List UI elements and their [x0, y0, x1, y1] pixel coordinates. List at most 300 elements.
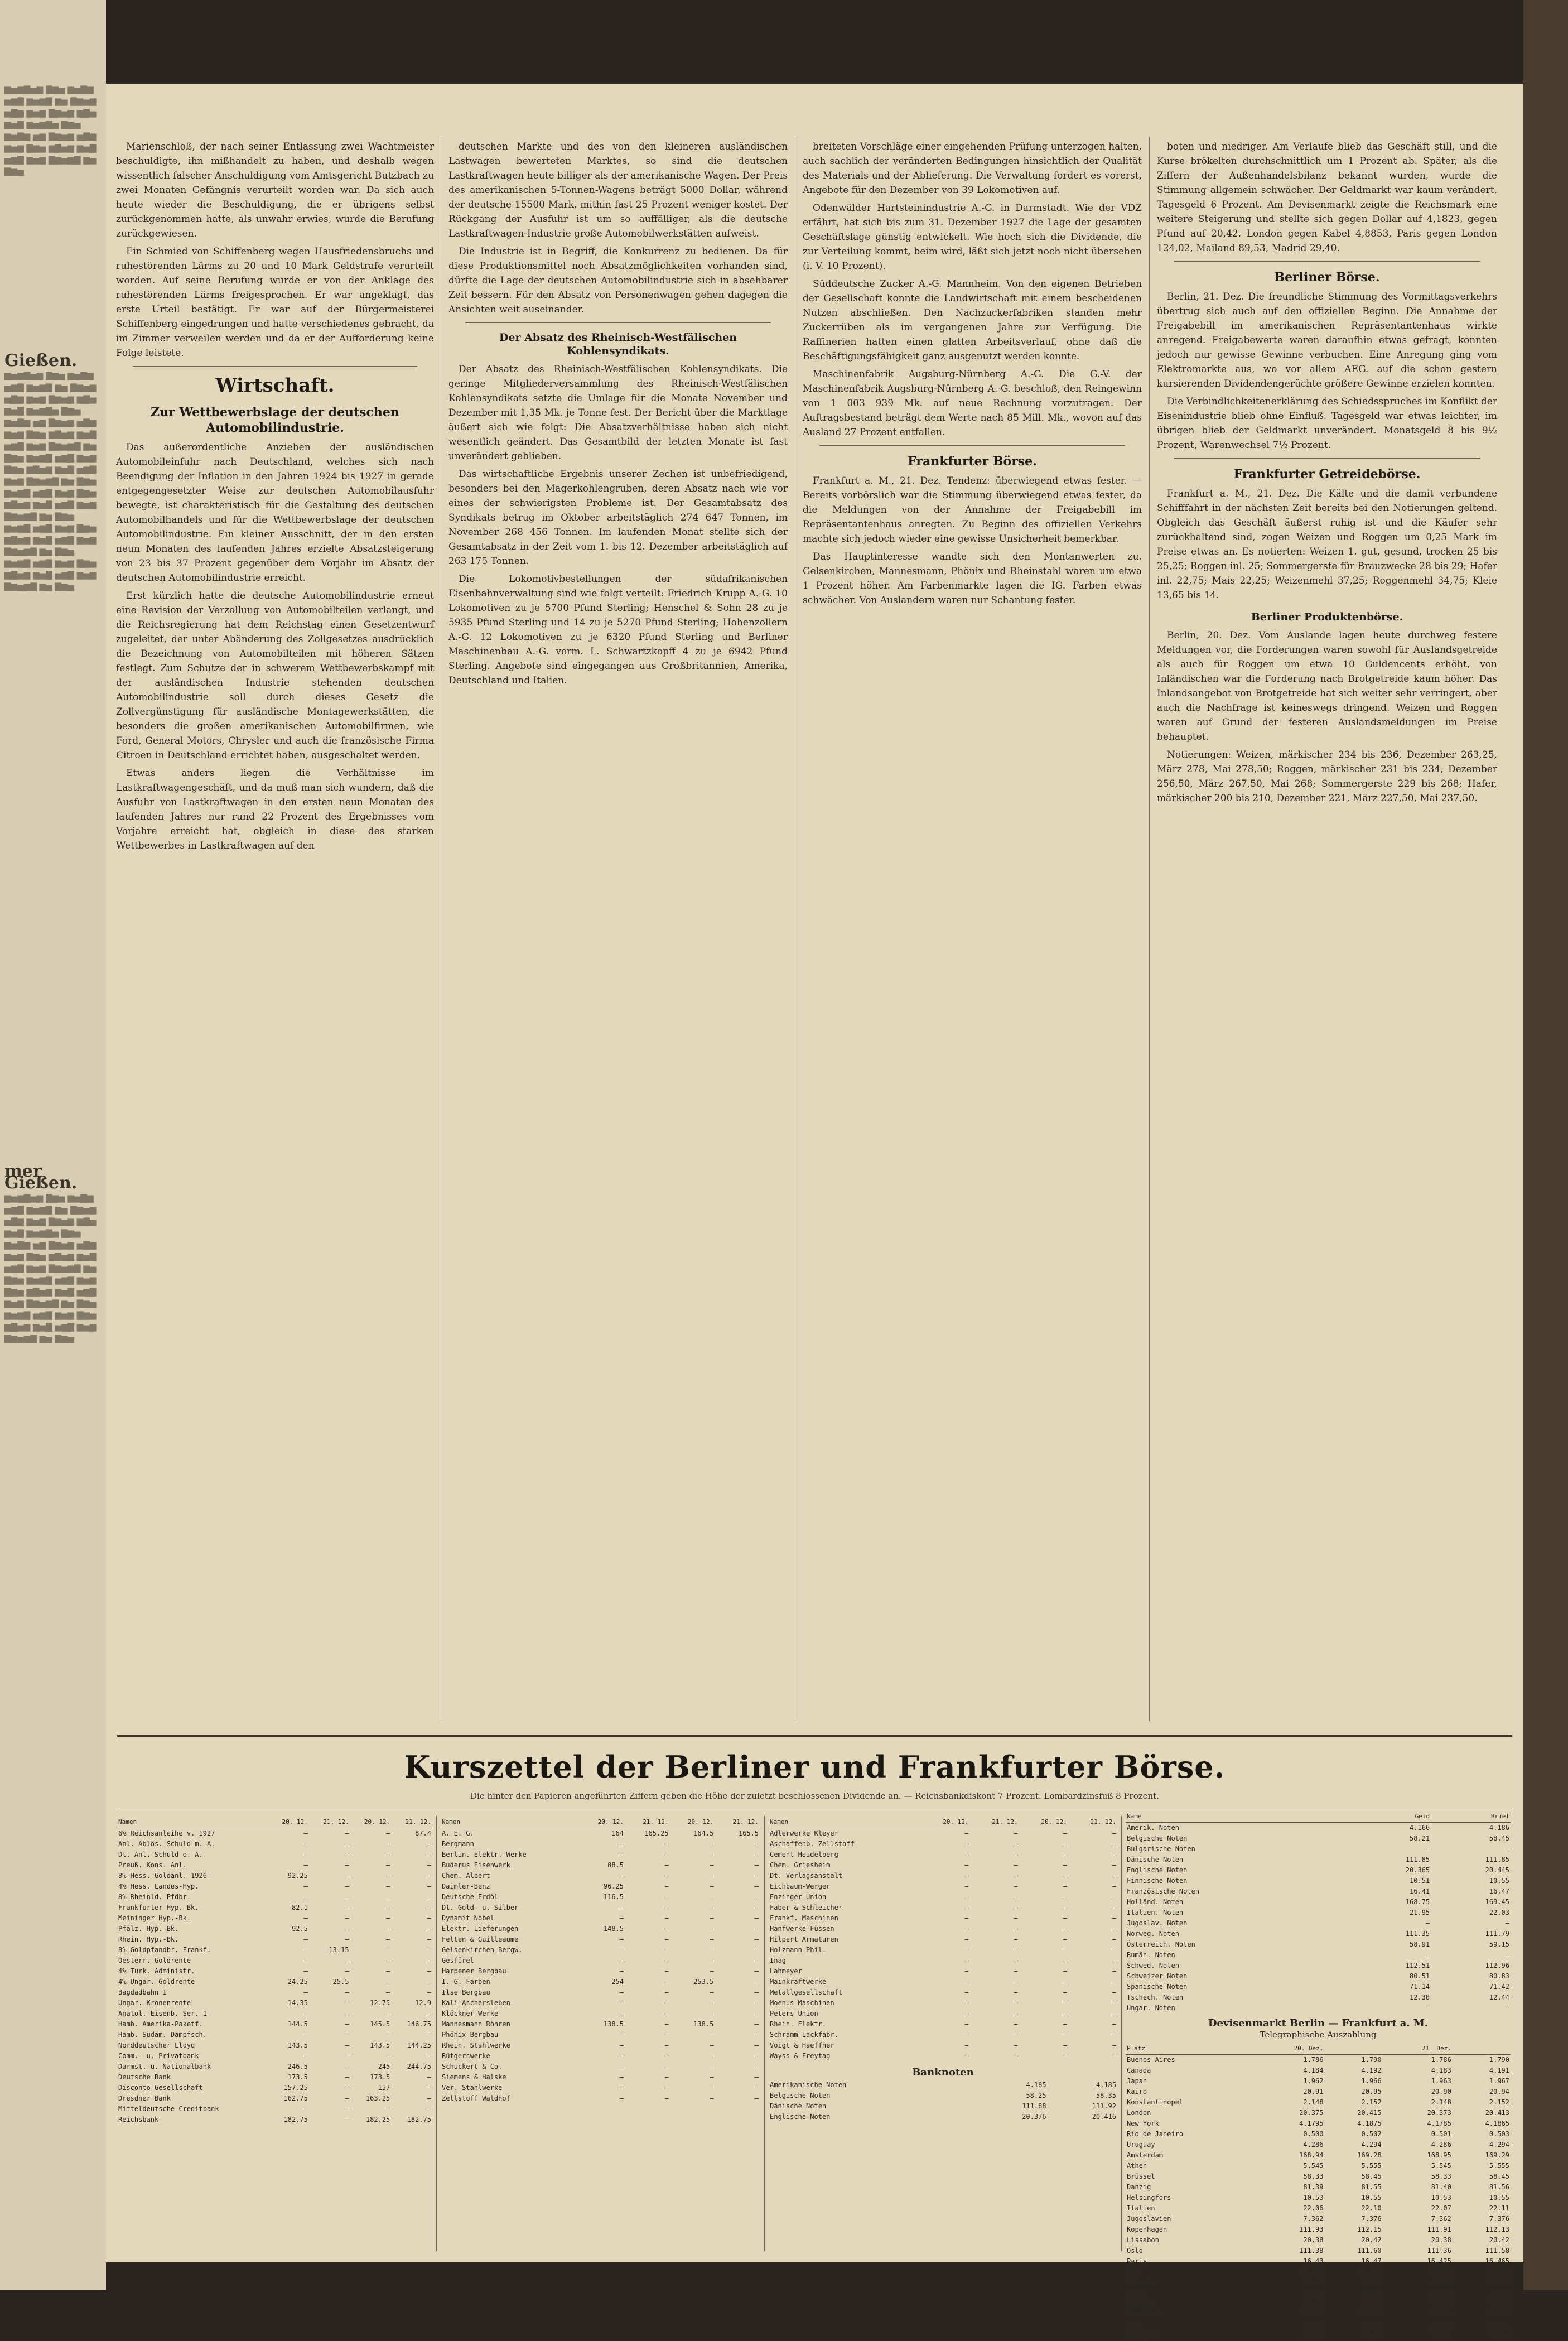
price-cell: —: [386, 2031, 390, 2039]
price-cell: 245: [378, 2063, 390, 2070]
price-cell: 165.25: [644, 1829, 669, 1837]
table-row: [1126, 2224, 1511, 2235]
security-name: Englische Noten: [770, 2113, 831, 2121]
price-cell: —: [427, 1946, 431, 1954]
table-row: [441, 1966, 760, 1977]
section-heading: Berliner Börse.: [1274, 270, 1380, 285]
price-cell: —: [1505, 1919, 1509, 1927]
column-header: 21. 12.: [625, 1816, 670, 1828]
price-cell: 0.500: [1303, 2130, 1324, 2138]
price-cell: —: [754, 1967, 759, 1975]
price-cell: 169.45: [1485, 1898, 1509, 1906]
price-cell: —: [710, 2052, 714, 2060]
table-divider: [436, 1816, 437, 2251]
price-cell: —: [754, 1978, 759, 1986]
security-name: Cement Heidelberg: [770, 1851, 838, 1858]
price-cell: —: [1014, 1851, 1018, 1858]
article-heading: Zur Wettbewerbslage der deutschen Automobilindustrie.: [151, 405, 399, 435]
section-heading: Wirtschaft.: [215, 374, 335, 397]
price-cell: 111.92: [1092, 2102, 1116, 2110]
article-paragraph: Die Verbindlichkeitenerklärung des Schiedsspruches im Konflikt der Eisenindustrie blieb ohne Einfluß. Tagesgeld war etwas leichter, im übrigen blieb der Geldmarkt unverändert. Monatsgeld 8 bis 9½ Prozent, Warenwechsel 7½ Prozent.: [1157, 396, 1497, 451]
price-cell: —: [303, 1861, 308, 1869]
table-row: [769, 2101, 1117, 2112]
price-cell: 112.51: [1405, 1962, 1430, 1969]
price-cell: —: [386, 1988, 390, 1996]
table-row: [1126, 2320, 1511, 2330]
table-row: [1126, 2193, 1511, 2203]
security-name: New York: [1127, 2120, 1159, 2127]
security-name: Inag: [770, 1957, 786, 1964]
price-cell: 112.55: [1299, 2310, 1324, 2318]
price-cell: 112.77: [1357, 2310, 1382, 2318]
price-cell: 157.25: [283, 2084, 308, 2092]
column-header: Namen: [769, 1816, 920, 1828]
price-cell: —: [664, 2041, 669, 2049]
price-cell: 81.55: [1361, 2183, 1382, 2191]
price-cell: 14.35: [287, 1999, 308, 2007]
price-cell: 59.15: [1489, 1940, 1509, 1948]
price-cell: 20.38: [1303, 2236, 1324, 2244]
price-cell: —: [427, 1861, 431, 1869]
price-cell: 1.967: [1489, 2077, 1509, 2085]
price-cell: —: [619, 1988, 624, 1996]
table-header-row: [441, 1816, 760, 1828]
price-cell: 145.5: [370, 2020, 390, 2028]
table-row: [441, 1924, 760, 1934]
price-cell: 20.413: [1485, 2109, 1509, 2117]
stock-table-2: [441, 1816, 760, 2251]
security-name: 6% Reichsanleihe v. 1927: [118, 1829, 215, 1837]
price-cell: 22.03: [1489, 1909, 1509, 1916]
price-cell: —: [1112, 1893, 1116, 1901]
price-cell: —: [386, 1978, 390, 1986]
security-name: Italien: [1127, 2204, 1155, 2212]
price-cell: —: [1112, 1861, 1116, 1869]
price-cell: —: [1063, 1872, 1067, 1880]
column-header: Geld: [1351, 1810, 1431, 1823]
table-row: [441, 1839, 760, 1849]
price-cell: —: [1112, 1914, 1116, 1922]
price-cell: —: [386, 1893, 390, 1901]
table-row: [769, 1892, 1117, 1902]
article-paragraph: Die Industrie ist in Begriff, die Konkurrenz zu bedienen. Da für diese Produktionsmittel noch Absatzmöglichkeiten vorhanden sind, dürfte die Lage der deutschen Automobilindustrie sich in absehbarer Zeit bessern. Für den Absatz von Personenwagen gehen dagegen die Ansichten weit auseinander.: [448, 246, 788, 315]
security-name: Kairo: [1127, 2088, 1147, 2096]
price-cell: 96.25: [603, 1882, 624, 1890]
price-cell: —: [1063, 1988, 1067, 1996]
security-name: Rhein. Stahlwerke: [442, 2041, 510, 2049]
price-cell: —: [345, 2084, 349, 2092]
price-cell: —: [754, 1840, 759, 1848]
table-row: [117, 2008, 432, 2019]
security-name: Aschaffenb. Zellstoff: [770, 1840, 855, 1848]
price-cell: 111.85: [1485, 1856, 1509, 1863]
price-cell: —: [1014, 1829, 1018, 1837]
price-cell: —: [619, 2010, 624, 2017]
price-cell: 244.75: [407, 2063, 431, 2070]
column-header: 21. 12.: [970, 1816, 1019, 1828]
security-name: Hanfwerke Füssen: [770, 1925, 834, 1933]
price-cell: 182.25: [365, 2116, 390, 2123]
security-name: Jugoslavien: [1127, 2215, 1171, 2223]
security-name: Amerik. Noten: [1127, 1824, 1179, 1832]
table-row: [117, 2072, 432, 2083]
table-header-row: [1126, 2043, 1511, 2055]
price-cell: 20.42: [1489, 2236, 1509, 2244]
table-row: [1126, 2003, 1511, 2014]
table-row: [1126, 1908, 1511, 1918]
price-cell: —: [754, 1861, 759, 1869]
table-row: [1126, 2214, 1511, 2224]
price-cell: —: [619, 1872, 624, 1880]
price-cell: 3.018: [1361, 2289, 1382, 2297]
price-cell: —: [1063, 1978, 1067, 1986]
price-cell: 1.966: [1361, 2077, 1382, 2085]
price-cell: 168.95: [1427, 2151, 1451, 2159]
price-cell: —: [754, 1882, 759, 1890]
security-name: Wayss & Freytag: [770, 2052, 831, 2060]
security-name: Reichsbank: [118, 2116, 159, 2123]
price-cell: 12.405: [1485, 2268, 1509, 2276]
price-cell: —: [710, 1967, 714, 1975]
table-row: [1126, 1929, 1511, 1939]
price-cell: —: [386, 1935, 390, 1943]
security-name: Mitteldeutsche Creditbank: [118, 2105, 219, 2113]
article-paragraph: Erst kürzlich hatte die deutsche Automobilindustrie erneut eine Revision der Verzollung von Automobilteilen verlangt, und die Reichsregierung hat dem Reichstag einen Gesetzentwurf zugeleitet, der unter Abänderung des Zollgesetzes ausdrücklich die Bezeichnung von Automobilteilen mit höheren Sätzen festlegt. Zum Schutze der in schwerem Wettbewerbskampf mit der ausländischen Industrie stehenden deutschen Automobilindustrie soll durch dieses Gesetz die Zollvergünstigung für ausländische Montagewerkstätten, die besonders die großen amerikanischen Automobilfirmen, wie Ford, General Motors, Chrysler und auch die französische Firma Citroen in Deutschland errichtet haben, ausgeschaltet werden.: [116, 590, 434, 761]
price-cell: —: [345, 2116, 349, 2123]
price-cell: 81.39: [1303, 2183, 1324, 2191]
price-cell: —: [427, 2105, 431, 2113]
price-cell: —: [303, 1935, 308, 1943]
price-cell: 10.53: [1431, 2194, 1451, 2202]
price-cell: 92.25: [287, 1872, 308, 1880]
security-name: Moenus Maschinen: [770, 1999, 834, 2007]
price-cell: —: [1063, 1967, 1067, 1975]
price-cell: —: [303, 1893, 308, 1901]
price-cell: 1.790: [1361, 2056, 1382, 2064]
article-paragraph: Das Hauptinteresse wandte sich den Montanwerten zu. Gelsenkirchen, Mannesmann, Phönix und Rheinstahl waren um etwa 1 Prozent höher. Am Farbenmarkte lagen die IG. Farben etwas schwächer. Von Auslandern waren nur Schantung fester.: [803, 551, 1142, 606]
price-cell: —: [303, 1967, 308, 1975]
price-cell: —: [345, 2094, 349, 2102]
security-name: 8% Hess. Goldanl. 1926: [118, 1872, 207, 1880]
price-cell: 10.55: [1489, 1877, 1509, 1885]
security-name: Jugoslav. Noten: [1127, 1919, 1188, 1927]
table-row: [769, 1860, 1117, 1871]
price-cell: 111.79: [1485, 1930, 1509, 1938]
table-row: [441, 1955, 760, 1966]
adjacent-text-block: ▆▅▆▇▅▆ ▇▆▅ ▆▅▇▆ ▅▆▇ ▆▅▆▇ ▆▅ ▇▆▅▆ ▅▇▆ ▆▅▆ ▇▆▅▆ ▆▇▅ ▆▅▇ ▆▅▆▇▅ ▇▆▅ ▆▅▇▆ ▅▆ ▇▆▅▆ ▅▇▆ ▆▅▆ ▇▆▅ ▆▇▅▆ ▆▅▇ ▅▆▇ ▆▅▆ ▇▆▅▆▇ ▆▅ ▇▆▅: [4, 84, 97, 176]
table-row: [117, 2030, 432, 2040]
price-cell: —: [710, 2063, 714, 2070]
security-name: 4% Türk. Administr.: [118, 1967, 195, 1975]
table-row: [1126, 2235, 1511, 2246]
price-cell: —: [386, 1851, 390, 1858]
table-row: [1126, 2288, 1511, 2299]
security-name: Mannesmann Röhren: [442, 2020, 510, 2028]
security-name: Meininger Hyp.-Bk.: [118, 1914, 191, 1922]
price-cell: —: [754, 1999, 759, 2007]
price-cell: —: [664, 1914, 669, 1922]
price-cell: —: [427, 2031, 431, 2039]
article-paragraph: breiteten Vorschläge einer eingehenden Prüfung unterzogen halten, auch sachlich der veränderten Bedingungen hinsichtlich der Qualität des Materials und der Ablieferung. Die Verwaltung fordert es vorerst, Angebote für den Dezember von 39 Lokomotiven auf.: [803, 141, 1142, 196]
table-row: [1126, 1833, 1511, 1844]
divider: [465, 322, 771, 323]
divider: [1174, 458, 1480, 459]
table-row: [441, 1977, 760, 1987]
security-name: Prag: [1127, 2268, 1143, 2276]
section-heading: Frankfurter Getreidebörse.: [1233, 467, 1421, 481]
price-cell: 111.58: [1485, 2247, 1509, 2255]
column-header: 20. 12.: [1019, 1816, 1068, 1828]
price-cell: 163.25: [365, 2094, 390, 2102]
column-header: 20. 12.: [580, 1816, 625, 1828]
price-cell: 4.185: [1026, 2081, 1046, 2089]
price-cell: —: [386, 2010, 390, 2017]
article-paragraph: Die Lokomotivbestellungen der südafrikanischen Eisenbahnverwaltung sind wie folgt verteilt: Friedrich Krupp A.-G. 10 Lokomotiven zu je 5700 Pfund Sterling; Henschel & Sohn 28 zu je 5935 Pfund Sterling und 14 zu je 5270 Pfund Sterling; Hohenzollern A.-G. 12 Lokomotiven zu je 6320 Pfund Sterling und Berliner Maschinenbau A.-G. vorm. L. Schwartzkopff 4 zu je 6942 Pfund Sterling. Angebote sind eingegangen aus Großbritannien, Amerika, Deutschland und Italien.: [448, 574, 788, 686]
table-row: [1126, 1982, 1511, 1992]
price-cell: 59.04: [1489, 2321, 1509, 2329]
price-cell: —: [619, 2073, 624, 2081]
price-cell: —: [964, 1914, 969, 1922]
price-cell: 20.415: [1357, 2109, 1382, 2117]
price-cell: 16.425: [1427, 2257, 1451, 2265]
price-cell: —: [345, 2063, 349, 2070]
price-cell: —: [386, 2052, 390, 2060]
price-cell: —: [1014, 1914, 1018, 1922]
price-cell: —: [303, 2105, 308, 2113]
security-name: Elektr. Lieferungen: [442, 1925, 519, 1933]
security-name: Finnische Noten: [1127, 1877, 1188, 1885]
table-row: [441, 1849, 760, 1860]
price-cell: —: [1112, 1957, 1116, 1964]
security-name: Norweg. Noten: [1127, 1930, 1179, 1938]
price-cell: —: [1063, 2031, 1067, 2039]
security-name: 8% Rheinld. Pfdbr.: [118, 1893, 191, 1901]
article-paragraph: Frankfurt a. M., 21. Dez. Tendenz: überwiegend etwas fester. — Bereits vorbörslich war die Stimmung überwiegend etwas fester, da die Meldungen von der Annahme der Freigabebill im Repräsentantenhaus anregten. Zu Beginn des offiziellen Verkehrs machte sich jedoch wieder eine gewisse Unsicherheit bemerkbar.: [803, 475, 1142, 545]
price-cell: —: [1112, 1935, 1116, 1943]
price-cell: —: [664, 2020, 669, 2028]
price-cell: —: [427, 1904, 431, 1911]
price-cell: —: [710, 1882, 714, 1890]
price-cell: —: [1063, 1882, 1067, 1890]
price-cell: —: [1063, 2010, 1067, 2017]
article-heading: Der Absatz des Rheinisch-Westfälischen Kohlensyndikats.: [499, 331, 737, 357]
price-cell: 253.5: [693, 1978, 714, 1986]
price-cell: 20.373: [1427, 2109, 1451, 2117]
price-cell: —: [754, 1914, 759, 1922]
price-cell: 20.95: [1361, 2088, 1382, 2096]
security-name: Hilpert Armaturen: [770, 1935, 838, 1943]
adjacent-text-block: ▆▅▆▇▅▆ ▇▆▅ ▆▅▇▆ ▅▆▇ ▆▅▆▇ ▆▅ ▇▆▅▆ ▅▇▆ ▆▅▆ ▇▆▅▆ ▆▇▅ ▆▅▇ ▆▅▆▇▅ ▇▆▅ ▆▅▇▆ ▅▆ ▇▆▅▆ ▅▇▆ ▆▅▆ ▇▆▅ ▆▇▅▆ ▆▅▇ ▅▆▇ ▆▅▆ ▇▆▅▆▇ ▆▅ ▇▆▅ ▆▅▆▇ ▅▆▇ ▆▅▆ ▇▆▅ ▆▇▅▆ ▆▅▇ ▅▆▇ ▆▅▆ ▇▆▅▆▇ ▆▅ ▇▆▅ ▆▅▆▇ ▅▆▇ ▆▅▆ ▇▆▅ ▆▇▅▆ ▆▅▇ ▅▆▇ ▆▅▆ ▇▆▅▆▇ ▆▅ ▇▆▅: [4, 1193, 97, 1343]
article-column-2: [448, 139, 788, 1724]
column-header: 20. Dez.: [1255, 2043, 1324, 2055]
security-name: Gelsenkirchen Bergw.: [442, 1946, 523, 1954]
article-paragraph: Etwas anders liegen die Verhältnisse im Lastkraftwagengeschäft, und da muß man sich wundern, daß die Ausfuhr von Lastkraftwagen in den ersten neun Monaten des laufenden Jahres nur rund 22 Prozent des Ergebnisses vom Vorjahre erreicht hat, obgleich in diese des starken Wettbewerbes in Lastkraftwagen auf den: [116, 768, 434, 851]
security-name: Ilse Bergbau: [442, 1988, 490, 1996]
security-name: Uruguay: [1127, 2141, 1155, 2149]
price-cell: —: [1014, 1957, 1018, 1964]
price-cell: 12.385: [1299, 2268, 1324, 2276]
table-row: [1126, 2277, 1511, 2288]
price-cell: 111.85: [1405, 1856, 1430, 1863]
price-cell: —: [427, 2052, 431, 2060]
security-name: Schuckert & Co.: [442, 2063, 503, 2070]
table-row: [441, 1902, 760, 1913]
table-row: [117, 1902, 432, 1913]
price-cell: —: [664, 2094, 669, 2102]
security-name: Voigt & Haeffner: [770, 2041, 834, 2049]
security-name: Amsterdam: [1127, 2151, 1164, 2159]
security-name: Bagdadbahn I: [118, 1988, 167, 1996]
price-cell: 173.5: [370, 2073, 390, 2081]
price-cell: —: [345, 2105, 349, 2113]
price-cell: 22.11: [1489, 2204, 1509, 2212]
security-name: Schramm Lackfabr.: [770, 2031, 838, 2039]
price-cell: —: [1425, 1951, 1430, 1959]
table-row: [117, 2040, 432, 2051]
price-cell: —: [619, 1935, 624, 1943]
price-cell: 73.15: [1489, 2332, 1509, 2339]
price-cell: —: [427, 1957, 431, 1964]
price-cell: 10.55: [1361, 2194, 1382, 2202]
divider: [133, 366, 417, 367]
price-cell: —: [303, 1840, 308, 1848]
price-cell: —: [664, 2010, 669, 2017]
table-header-row: [769, 1816, 1117, 1828]
security-name: Hamb. Amerika-Paketf.: [118, 2020, 203, 2028]
newspaper-page: [106, 84, 1523, 2339]
security-name: Holländ. Noten: [1127, 1898, 1184, 1906]
price-cell: 4.1865: [1485, 2120, 1509, 2127]
security-name: Kali Aschersleben: [442, 1999, 510, 2007]
price-cell: 4.192: [1361, 2067, 1382, 2074]
price-cell: 12.44: [1489, 1993, 1509, 2001]
price-cell: 144.5: [287, 2020, 308, 2028]
price-cell: 12.75: [370, 1999, 390, 2007]
table-row: [117, 2093, 432, 2104]
price-cell: 73.01: [1303, 2332, 1324, 2339]
adjacent-heading: Gießen.: [4, 351, 78, 370]
price-cell: —: [664, 2031, 669, 2039]
price-cell: —: [710, 2084, 714, 2092]
price-cell: —: [619, 1957, 624, 1964]
table-row: [769, 2080, 1117, 2090]
table-row: [1126, 2161, 1511, 2171]
price-cell: —: [964, 2031, 969, 2039]
price-cell: 138.5: [693, 2020, 714, 2028]
security-name: Belgische Noten: [1127, 1834, 1188, 1842]
price-cell: —: [345, 1967, 349, 1975]
price-cell: 112.75: [1485, 2310, 1509, 2318]
table-row: [441, 2019, 760, 2030]
security-name: Rumän. Noten: [1127, 1951, 1175, 1959]
price-cell: —: [386, 1925, 390, 1933]
price-cell: —: [964, 1967, 969, 1975]
price-cell: —: [664, 1861, 669, 1869]
table-row: [1126, 2309, 1511, 2320]
article-paragraph: boten und niedriger. Am Verlaufe blieb das Geschäft still, und die Kurse brökelten durchschnittlich um 1 Prozent ab. Später, als die Ziffern der Außenhandelsbilanz bekannt wurden, wurde die Stimmung allgemein schwächer. Der Geldmarkt war kaum verändert. Tagesgeld 6 Prozent. Am Devisenmarkt zeigte die Reichsmark eine weitere Steigerung und stellte sich gegen Dollar auf 4,1823, gegen Pfund auf 20,42. London gegen Kabel 4,8853, Paris gegen London 124,02, Mailand 89,53, Madrid 29,40.: [1157, 141, 1497, 254]
table-row: [117, 1987, 432, 1998]
price-cell: —: [710, 2094, 714, 2102]
article-column-4: [1157, 139, 1497, 1724]
price-cell: 146.75: [407, 2020, 431, 2028]
price-cell: —: [619, 2041, 624, 2049]
price-cell: —: [345, 1872, 349, 1880]
price-cell: —: [1014, 1967, 1018, 1975]
price-cell: —: [345, 1914, 349, 1922]
table-row: [769, 1998, 1117, 2008]
price-cell: —: [754, 1872, 759, 1880]
security-name: Bergmann: [442, 1840, 474, 1848]
table-header-row: [1126, 1810, 1511, 1823]
price-cell: —: [964, 2020, 969, 2028]
price-cell: 73.01: [1431, 2332, 1451, 2339]
price-cell: 80.64: [1303, 2279, 1324, 2286]
price-cell: 4.1785: [1427, 2120, 1451, 2127]
price-cell: —: [964, 1957, 969, 1964]
table-row: [117, 2083, 432, 2093]
table-row: [1126, 1823, 1511, 1834]
table-row: [117, 1849, 432, 1860]
price-cell: 20.365: [1405, 1866, 1430, 1874]
price-cell: —: [1112, 2052, 1116, 2060]
security-name: Dänische Noten: [1127, 1856, 1184, 1863]
price-cell: —: [964, 1904, 969, 1911]
table-row: [769, 1945, 1117, 1955]
price-cell: —: [754, 1935, 759, 1943]
security-name: Brüssel: [1127, 2173, 1155, 2180]
book-edge: [1523, 0, 1568, 2290]
table-row: [1126, 1992, 1511, 2003]
price-cell: —: [964, 1978, 969, 1986]
price-cell: —: [964, 2041, 969, 2049]
price-cell: —: [345, 1882, 349, 1890]
security-name: Dt. Anl.-Schuld o. A.: [118, 1851, 203, 1858]
price-cell: 5.545: [1303, 2162, 1324, 2170]
price-cell: —: [710, 1935, 714, 1943]
price-cell: —: [664, 1893, 669, 1901]
price-cell: —: [1014, 2020, 1018, 2028]
price-cell: —: [710, 1893, 714, 1901]
price-cell: 58.45: [1361, 2173, 1382, 2180]
adjacent-text-block: ▆▅▆▇▅▆ ▇▆▅ ▆▅▇▆ ▅▆▇ ▆▅▆▇ ▆▅ ▇▆▅▆ ▅▇▆ ▆▅▆ ▇▆▅▆ ▆▇▅ ▆▅▇ ▆▅▆▇▅ ▇▆▅ ▆▅▇▆ ▅▆ ▇▆▅▆ ▅▇▆ ▆▅▆ ▇▆▅ ▆▇▅▆ ▆▅▇ ▅▆▇ ▆▅▆ ▇▆▅▆▇ ▆▅ ▇▆▅ ▆▅▆▇ ▅▆▇ ▆▅▆ ▇▆▅ ▆▇▅▆ ▆▅▇ ▅▆▇ ▆▅▆ ▇▆▅▆▇ ▆▅ ▇▆▅ ▆▅▆▇ ▅▆▇ ▆▅▆ ▇▆▅ ▆▇▅▆ ▆▅▇ ▅▆▇ ▆▅▆ ▇▆▅▆▇ ▆▅ ▇▆▅ ▆▅▆▇ ▅▆▇ ▆▅▆ ▇▆▅ ▆▇▅▆ ▆▅▇ ▅▆▇ ▆▅▆ ▇▆▅▆▇ ▆▅ ▇▆▅ ▆▅▆▇ ▅▆▇ ▆▅▆ ▇▆▅ ▆▇▅▆ ▆▅▇ ▅▆▇ ▆▅▆ ▇▆▅▆▇ ▆▅ ▇▆▅: [4, 370, 97, 591]
table-row: [1126, 2065, 1511, 2076]
price-cell: 168.75: [1405, 1898, 1430, 1906]
price-cell: —: [1063, 1861, 1067, 1869]
court-report-paragraph: Marienschloß, der nach seiner Entlassung zwei Wachtmeister beschuldigte, ihn mißhandelt zu haben, und deshalb wegen wissentlich falscher Anschuldigung vom Amtsgericht Butzbach zu zwei Monaten Gefängnis verurteilt worden war. Da sich auch heute wieder die Beschuldigung, die er übrigens selbst zurückgenommen hatte, als unwahr erwies, wurde die Berufung zurückgewiesen.: [116, 141, 434, 239]
price-cell: 20.94: [1489, 2088, 1509, 2096]
price-cell: —: [345, 1999, 349, 2007]
price-cell: 182.75: [407, 2116, 431, 2123]
price-cell: 58.33: [1303, 2173, 1324, 2180]
price-cell: —: [345, 1957, 349, 1964]
table-row: [1126, 2246, 1511, 2256]
price-cell: 12.38: [1410, 1993, 1430, 2001]
price-cell: —: [964, 1851, 969, 1858]
price-cell: —: [710, 1851, 714, 1858]
security-name: Buenos-Aires: [1127, 2056, 1175, 2064]
security-name: Siemens & Halske: [442, 2073, 506, 2081]
table-header-row: [117, 1816, 432, 1828]
price-cell: —: [1112, 1840, 1116, 1848]
table-row: [441, 1934, 760, 1945]
price-cell: 162.75: [283, 2094, 308, 2102]
price-cell: 20.38: [1431, 2236, 1451, 2244]
security-name: Chem. Griesheim: [770, 1861, 831, 1869]
price-cell: —: [386, 1967, 390, 1975]
column-header: 21. 12.: [391, 1816, 432, 1828]
price-cell: —: [1014, 1861, 1018, 1869]
security-name: Oesterr. Goldrente: [118, 1957, 191, 1964]
